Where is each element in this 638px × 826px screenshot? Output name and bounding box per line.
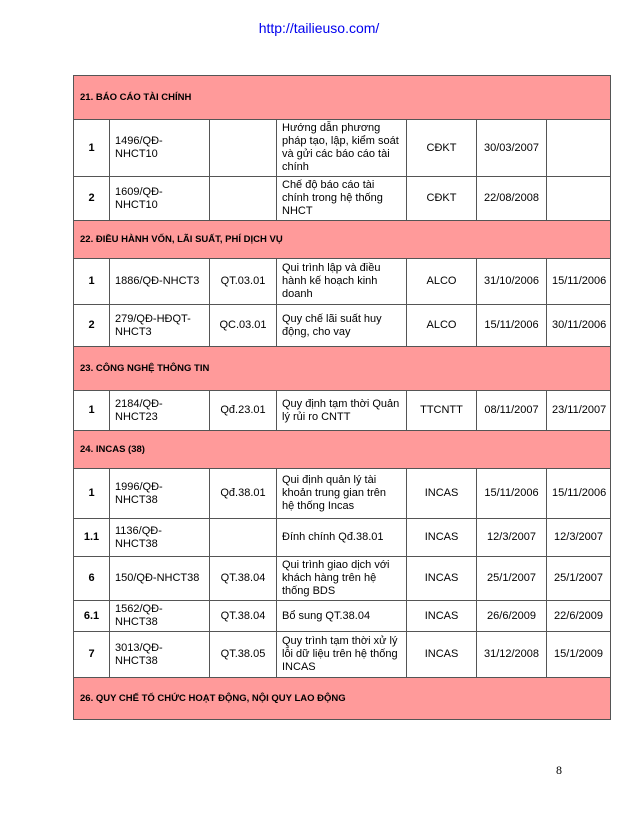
- issue-date-cell: 25/1/2007: [477, 557, 547, 601]
- department-cell: INCAS: [407, 469, 477, 519]
- row-number-cell: 1: [74, 259, 110, 305]
- effective-date-cell: 15/11/2006: [547, 469, 611, 519]
- table-row: [74, 120, 611, 177]
- document-number-cell: 3013/QĐ-NHCT38: [110, 632, 210, 678]
- code-cell: QT.38.05: [210, 632, 277, 678]
- table-row: [74, 469, 611, 519]
- row-number-cell: 1: [74, 469, 110, 519]
- source-url-link[interactable]: http://tailieuso.com/: [258, 20, 380, 36]
- row-number-cell: 1.1: [74, 519, 110, 557]
- table-row: [74, 601, 611, 632]
- section-title: 23. CÔNG NGHỆ THÔNG TIN: [74, 347, 611, 391]
- effective-date-cell: [547, 177, 611, 221]
- section-header-row: [74, 431, 611, 469]
- table-row: [74, 391, 611, 431]
- department-cell: CĐKT: [407, 177, 477, 221]
- department-cell: ALCO: [407, 259, 477, 305]
- row-number-cell: 6.1: [74, 601, 110, 632]
- document-table: [73, 75, 611, 720]
- department-cell: CĐKT: [407, 120, 477, 177]
- code-cell: QT.38.04: [210, 557, 277, 601]
- document-number-cell: 2184/QĐ-NHCT23: [110, 391, 210, 431]
- effective-date-cell: 22/6/2009: [547, 601, 611, 632]
- table-row: [74, 632, 611, 678]
- document-number-cell: 150/QĐ-NHCT38: [110, 557, 210, 601]
- section-header-row: [74, 347, 611, 391]
- document-title-cell: Hướng dẫn phương pháp tạo, lập, kiểm soát và gửi các báo cáo tài chính: [277, 120, 407, 177]
- department-cell: INCAS: [407, 601, 477, 632]
- table-row: [74, 519, 611, 557]
- section-header-row: [74, 76, 611, 120]
- document-title-cell: Qui định quản lý tài khoản trung gian trên hệ thống Incas: [277, 469, 407, 519]
- table-row: [74, 259, 611, 305]
- table-row: [74, 305, 611, 347]
- effective-date-cell: 23/11/2007: [547, 391, 611, 431]
- section-header-row: [74, 678, 611, 720]
- table-row: [74, 557, 611, 601]
- effective-date-cell: 30/11/2006: [547, 305, 611, 347]
- code-cell: [210, 120, 277, 177]
- department-cell: INCAS: [407, 557, 477, 601]
- document-number-cell: 1136/QĐ-NHCT38: [110, 519, 210, 557]
- effective-date-cell: 12/3/2007: [547, 519, 611, 557]
- section-title: 22. ĐIỀU HÀNH VỐN, LÃI SUẤT, PHÍ DỊCH VỤ: [74, 221, 611, 259]
- code-cell: QC.03.01: [210, 305, 277, 347]
- document-title-cell: Quy trình tạm thời xử lý lỗi dữ liệu trên hệ thống INCAS: [277, 632, 407, 678]
- row-number-cell: 7: [74, 632, 110, 678]
- row-number-cell: 1: [74, 391, 110, 431]
- row-number-cell: 6: [74, 557, 110, 601]
- document-title-cell: Đính chính Qđ.38.01: [277, 519, 407, 557]
- issue-date-cell: 30/03/2007: [477, 120, 547, 177]
- issue-date-cell: 31/10/2006: [477, 259, 547, 305]
- department-cell: INCAS: [407, 519, 477, 557]
- effective-date-cell: 15/1/2009: [547, 632, 611, 678]
- department-cell: ALCO: [407, 305, 477, 347]
- document-number-cell: 1496/QĐ-NHCT10: [110, 120, 210, 177]
- issue-date-cell: 12/3/2007: [477, 519, 547, 557]
- issue-date-cell: 22/08/2008: [477, 177, 547, 221]
- issue-date-cell: 31/12/2008: [477, 632, 547, 678]
- department-cell: INCAS: [407, 632, 477, 678]
- document-number-cell: 1996/QĐ-NHCT38: [110, 469, 210, 519]
- effective-date-cell: [547, 120, 611, 177]
- section-title: 26. QUY CHẾ TỔ CHỨC HOẠT ĐỘNG, NỘI QUY LAO ĐỘNG: [74, 678, 611, 720]
- row-number-cell: 2: [74, 177, 110, 221]
- document-title-cell: Quy chế lãi suất huy động, cho vay: [277, 305, 407, 347]
- row-number-cell: 1: [74, 120, 110, 177]
- document-number-cell: 1609/QĐ-NHCT10: [110, 177, 210, 221]
- document-title-cell: Qui trình lập và điều hành kế hoạch kinh doanh: [277, 259, 407, 305]
- code-cell: [210, 177, 277, 221]
- issue-date-cell: 26/6/2009: [477, 601, 547, 632]
- issue-date-cell: 15/11/2006: [477, 469, 547, 519]
- code-cell: Qđ.23.01: [210, 391, 277, 431]
- code-cell: QT.03.01: [210, 259, 277, 305]
- row-number-cell: 2: [74, 305, 110, 347]
- document-title-cell: Bổ sung QT.38.04: [277, 601, 407, 632]
- section-header-row: [74, 221, 611, 259]
- document-number-cell: 279/QĐ-HĐQT-NHCT3: [110, 305, 210, 347]
- document-title-cell: Qui trình giao dịch với khách hàng trên hệ thống BDS: [277, 557, 407, 601]
- effective-date-cell: 25/1/2007: [547, 557, 611, 601]
- document-number-cell: 1886/QĐ-NHCT3: [110, 259, 210, 305]
- document-title-cell: Quy định tạm thời Quản lý rủi ro CNTT: [277, 391, 407, 431]
- document-title-cell: Chế độ báo cáo tài chính trong hệ thống NHCT: [277, 177, 407, 221]
- section-title: 21. BÁO CÁO TÀI CHÍNH: [74, 76, 611, 120]
- document-number-cell: 1562/QĐ-NHCT38: [110, 601, 210, 632]
- code-cell: QT.38.04: [210, 601, 277, 632]
- issue-date-cell: 15/11/2006: [477, 305, 547, 347]
- table-row: [74, 177, 611, 221]
- issue-date-cell: 08/11/2007: [477, 391, 547, 431]
- page-number: 8: [556, 763, 562, 777]
- section-title: 24. INCAS (38): [74, 431, 611, 469]
- code-cell: Qđ.38.01: [210, 469, 277, 519]
- effective-date-cell: 15/11/2006: [547, 259, 611, 305]
- code-cell: [210, 519, 277, 557]
- department-cell: TTCNTT: [407, 391, 477, 431]
